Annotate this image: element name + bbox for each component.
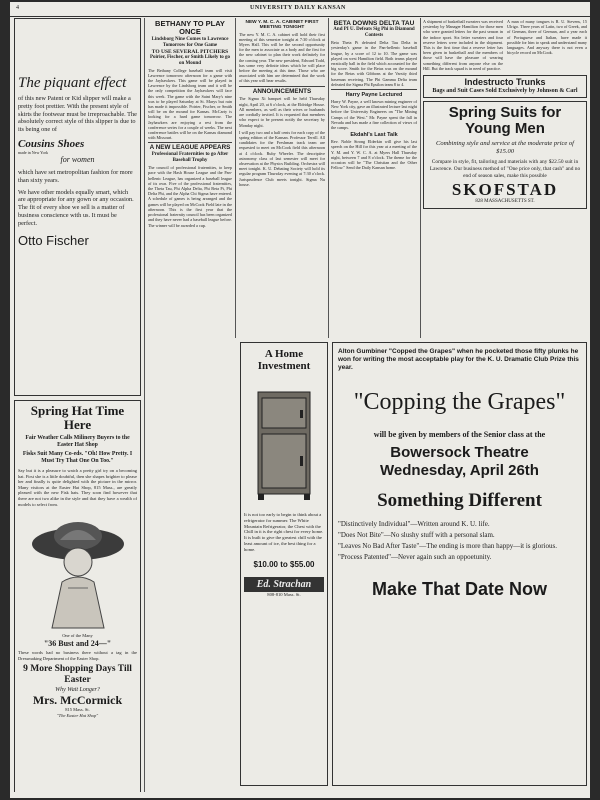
kaufman-sub: Fair Weather Calls Milinery Buyers to the Easter Hat Shop xyxy=(25,435,130,448)
play-venue: Bowersock Theatre xyxy=(390,444,529,461)
beta-body: Beta Theta Pi defeated Delta Tau Delta in yesterday's game in the Pan-hellenic baseball league, by a score of 12 to 10. The game was played on west Hamilton field. Both teams played erratically ball in the field which accounted for the big score. Smith for the Betas was on the mound for the Betas with Gibbons at the Varsity third baseman receiving. The Phi Gamma Delta team defeated the Sigma Phi Epsilon team 8 to 4. xyxy=(331,40,417,87)
play-date: Wednesday, April 26th xyxy=(380,462,539,479)
masthead xyxy=(10,2,590,17)
payne-body: Harry W. Payne, a well known mining engineer of New York city, gave an illustrated lecture last night before the University Engineers on "The Mining Camps of the West." Mr. Payne spent the fall in Nevada and has made a fine collection of views of the camps. xyxy=(331,99,417,131)
trunks-ad xyxy=(423,75,587,98)
ymca-headline: NEW Y. M. C. A. CABINET FIRST MEETING TONIGHT xyxy=(245,20,319,31)
play-different: Something Different xyxy=(377,490,542,511)
kaufman-headline: Spring Hat Time Here xyxy=(30,403,125,432)
bethany-sub2: TO USE SEVERAL PITCHERS xyxy=(151,48,229,55)
strachan-address: 808-810 Mass. St. xyxy=(267,592,301,598)
stevens-body: A man of many tongues is R. U. Stevens, 15 Ulrigo. Three years of Latin, two of Greek, and of German, three of German, and a year each of Portuguese and Italian, have made it possible for him to speak and understand many languages. And anyway there is not even a bicycle record on McCook. xyxy=(507,19,587,56)
league-sub: Professional Fraternities to go After Baseball Trophy xyxy=(151,152,229,164)
page-number: 4 xyxy=(16,5,20,11)
bethany-body: The Bethany College baseball team will visit Lawrence tomorrow afternoon for a game with the Jayhawkers. This game will be played in Lawrence by the Lindsborg team and it will be the only competition the Jayhawkers will face this week. The game with the Saint Mary's nine was to be played Saturday at St. Marys but rain has made it impossible. Poirier, Fischer, or Smith will be on the mound for Kansas. McCarty is looking for a hard game tomorrow. The Jayhawkers are enjoying a rest from the conference series for a couple of weeks. The next conference battles will be on the Kansas diamond with Missouri. xyxy=(148,67,232,141)
announcements-headline: ANNOUNCEMENTS xyxy=(252,87,312,95)
column-rule xyxy=(144,18,145,792)
spring-body2: Compare in style, fit, tailoring and materials with any $22.50 suit in Lawrence. Our business method of "One price only, that cash" and no end of season sales, make this possible xyxy=(429,158,581,179)
column-sports xyxy=(148,18,232,792)
column-baseball xyxy=(331,18,417,338)
kaufman-caption: One of the Many xyxy=(62,633,93,639)
spring-headline: Spring Suits for Young Men xyxy=(448,103,562,137)
column-rule xyxy=(328,18,329,338)
bethany-sub3: Poirier, Fischer, or Smith Likely to go on Mound xyxy=(149,54,231,66)
play-quote-1: "Distinctively Individual"—Written around K. U. life. xyxy=(338,520,490,528)
kaufman-shop-tag: Why Wait Longer? xyxy=(55,687,100,694)
play-cta: Make That Date Now xyxy=(371,579,548,599)
bethany-headline: BETHANY TO PLAY ONCE xyxy=(155,19,225,37)
fischer-brand: Cousins Shoes xyxy=(18,137,85,150)
kaufman-shop-headline: 9 More Shopping Days Till Easter xyxy=(23,664,132,686)
league-body: The council of professional fraternities, to keep pace with the Hash House League and the Pan-hellenic League, has organized a baseball league of its own. Five of the professional fraternities, the Theta Tau, Phi Alpha Delta, Phi Beta Pi, Phi Delta Phi, and the Alpha Chi Sigma have entered. A schedule of games is being arranged and the games will be played on McCook Field late in the afternoon. This is the first year that the professional fraternity council has been organized and they have never had a baseball league before. The winner will be awarded a cup. xyxy=(148,165,232,228)
play-title: "Copping the Grapes" xyxy=(353,389,566,415)
divider xyxy=(331,89,417,90)
copping-grapes-ad xyxy=(332,342,587,786)
play-quote-3: "Leaves No Bad After Taste"—The ending is more than happy—it is glorious. xyxy=(338,542,557,550)
ymca-body: The new Y. M. C. A. cabinet will hold their first meeting of this semester tonight at 7:30 o'clock at Myers Hall. This will be the second opportunity for the men to associate as a body and the first for the new cabinet to plan their work definitely for the coming year. The new president, Edward Todd, has some very definite ideas which he will place before the meeting at this time. Those who are associated with him are determined that the work of this year will bear results. xyxy=(239,31,325,84)
fischer-signature: Otto Fischer xyxy=(18,232,89,248)
skofstad-address: 828 MASSACHUSETTS ST. xyxy=(475,199,535,205)
fischer-headline: The piquant effect xyxy=(18,75,127,91)
trunks-headline: Indestructo Trunks xyxy=(464,77,546,88)
fischer-ad xyxy=(14,18,141,396)
hat-lady-illustration xyxy=(18,510,138,630)
spring-body: Combining style and service at the moderate price of $15.00 xyxy=(436,139,574,155)
play-quote-4: "Process Patented"—Never again such an oppoetunity. xyxy=(338,553,492,561)
play-given: will be given by members of the Senior class at the xyxy=(373,430,546,439)
fischer-body2: which have set metropolitan fashion for more than sixty years. xyxy=(18,168,133,184)
column-right xyxy=(423,18,587,338)
elderkin-headline: Ekdahl's Last Talk xyxy=(350,132,398,139)
column-ads-left xyxy=(14,18,141,792)
newspaper-page xyxy=(10,2,590,798)
refrigerator-ad xyxy=(240,342,328,786)
column-rule xyxy=(420,18,421,338)
divider xyxy=(239,86,325,87)
announcements-body2: I will pay two and a half cents for each copy of the spring edition of the Kansan. Professor Terrill. All candidates for the Freshman track team are requested to meet on McCook field this afternoon at 4 o'clock. Ruby Wheeler. The descriptive astronomy class of last semester will meet for observation at the Physics Building. Orchestra will meet tonight. K. U. Debating Society will hold its regular program Thursday evening at 7:30 o'clock. Jurisprudence Club meets tonight. Sigma Nu house. xyxy=(239,129,325,187)
elderkin-body: Rev. Noble Strong Elderkin will give his last speech on the Hill for this year at a meeting of the Y. M. and Y. W. C. A. at Myers Hall Thursday night, between 7 and 8 o'clock. The theme for the occasion will be "The Christian and the Other Fellow." Send the Daily Kansan home. xyxy=(331,139,417,171)
league-headline: A NEW LEAGUE APPEARS xyxy=(149,144,231,152)
column-campus xyxy=(239,18,325,338)
fischer-brand-tag: made in New York xyxy=(18,149,48,155)
masthead-title: UNIVERSITY DAILY KANSAN xyxy=(250,5,346,11)
play-intro: Alton Gumbiner "Copped the Grapes" when he pocketed those fifty plunks he won for writing the most acceptable play for the K. U. Dramatic Club Prize this year. xyxy=(338,348,579,371)
beta-headline: BETA DOWNS DELTA TAU xyxy=(333,20,415,27)
sweaters-body: A shipment of basketball sweaters was received yesterday by Manager Hamilton for those men who were granted letters for the past season in the indoor sport. Six letter sweaters and four reserve letters were included in the shipment. This is the first time that a reserve letter has been given in basketball and the members of those will have the pleasure of wearing something different from anyone else on the Hill. But the track squad is in need of practice. xyxy=(423,19,504,71)
kaufman-name: Mrs. McCormick xyxy=(32,693,123,708)
investment-body: It is not too early to begin to think about a refrigerator for summer. The White Mountain Refrigerator, the Chest with the Chill in it is the right chest for every home. It is built to give the greatest chill with the least amount of ice, the best thing for a home. xyxy=(244,512,324,552)
skofstad-ad xyxy=(423,101,587,209)
bethany-sub: Lindsborg Nine Comes to Lawrence Tomorrow for One Game xyxy=(151,36,229,48)
kaufman-body: Say but it is a pleasure to watch a pretty girl try on a becoming hat. First she is a little doubtful, then she shapes brighter to please her and finally is quite delighted with the picture in the mirror. Many visitors at the Easter Hat Shop, 815 Mass., are greatly pleased with the new Fisk hats. They soon find however that there are not two alike in the style and that they have a wealth of models to select from. xyxy=(18,468,137,507)
strachan-logo: Ed. Strachan xyxy=(244,577,324,592)
mccormick-ad xyxy=(14,400,141,792)
fischer-brand-for: for women xyxy=(60,154,95,164)
trunks-sub: Bags and Suit Cases Sold Exclusively by Johnson & Carl xyxy=(432,87,578,94)
refrigerator-illustration xyxy=(244,382,324,502)
kaufman-shop-name: "The Easter Hat Shop" xyxy=(56,713,99,719)
column-rule xyxy=(235,18,236,338)
payne-headline: Harry Payne Lectured xyxy=(345,91,403,98)
kaufman-address: 815 Mass. St. xyxy=(65,707,90,713)
announcements-body: The Sigma Xi banquet will be held Thursday night, April 20, at 6 o'clock, at the Eldridge House. All members, as well as their wives or husbands are cordially invited. It is requested that members who expect to be present notify the secretary by Monday night. xyxy=(239,96,325,128)
kaufman-quote: "36 Bust and 24—" xyxy=(43,639,112,649)
investment-headline: A Home Investment xyxy=(257,348,311,372)
fischer-body3: We have other models equally smart, which are appropriate for any gown or any occasion. The fit of every shoe we sell is a matter of business conscience with us. It must be perfect. xyxy=(18,188,134,227)
skofstad-name: SKOFSTAD xyxy=(451,180,559,200)
investment-price: $10.00 to $55.00 xyxy=(253,559,315,569)
kaufman-sub2: Fisks Suit Many Co-eds. "Oh! How Pretty. I Must Try That One On Too." xyxy=(22,451,133,464)
play-quote-2: "Does Not Bite"—No slushy stuff with a personal slam. xyxy=(338,531,495,539)
beta-sub: And PI U. Defeats Sig Phi in Diamond Contests xyxy=(333,27,415,39)
divider xyxy=(148,142,232,143)
fischer-body: of this new Patent or Kid slipper will make a pretty foot prettier. With the present style of skirts the footwear must be irreproachable. The absolutely correct style of this slipper is due to its being one of xyxy=(18,95,137,134)
kaufman-body2: These words had no business there without a tag in the Dressmaking Department of the Easter Shop. xyxy=(18,650,137,661)
